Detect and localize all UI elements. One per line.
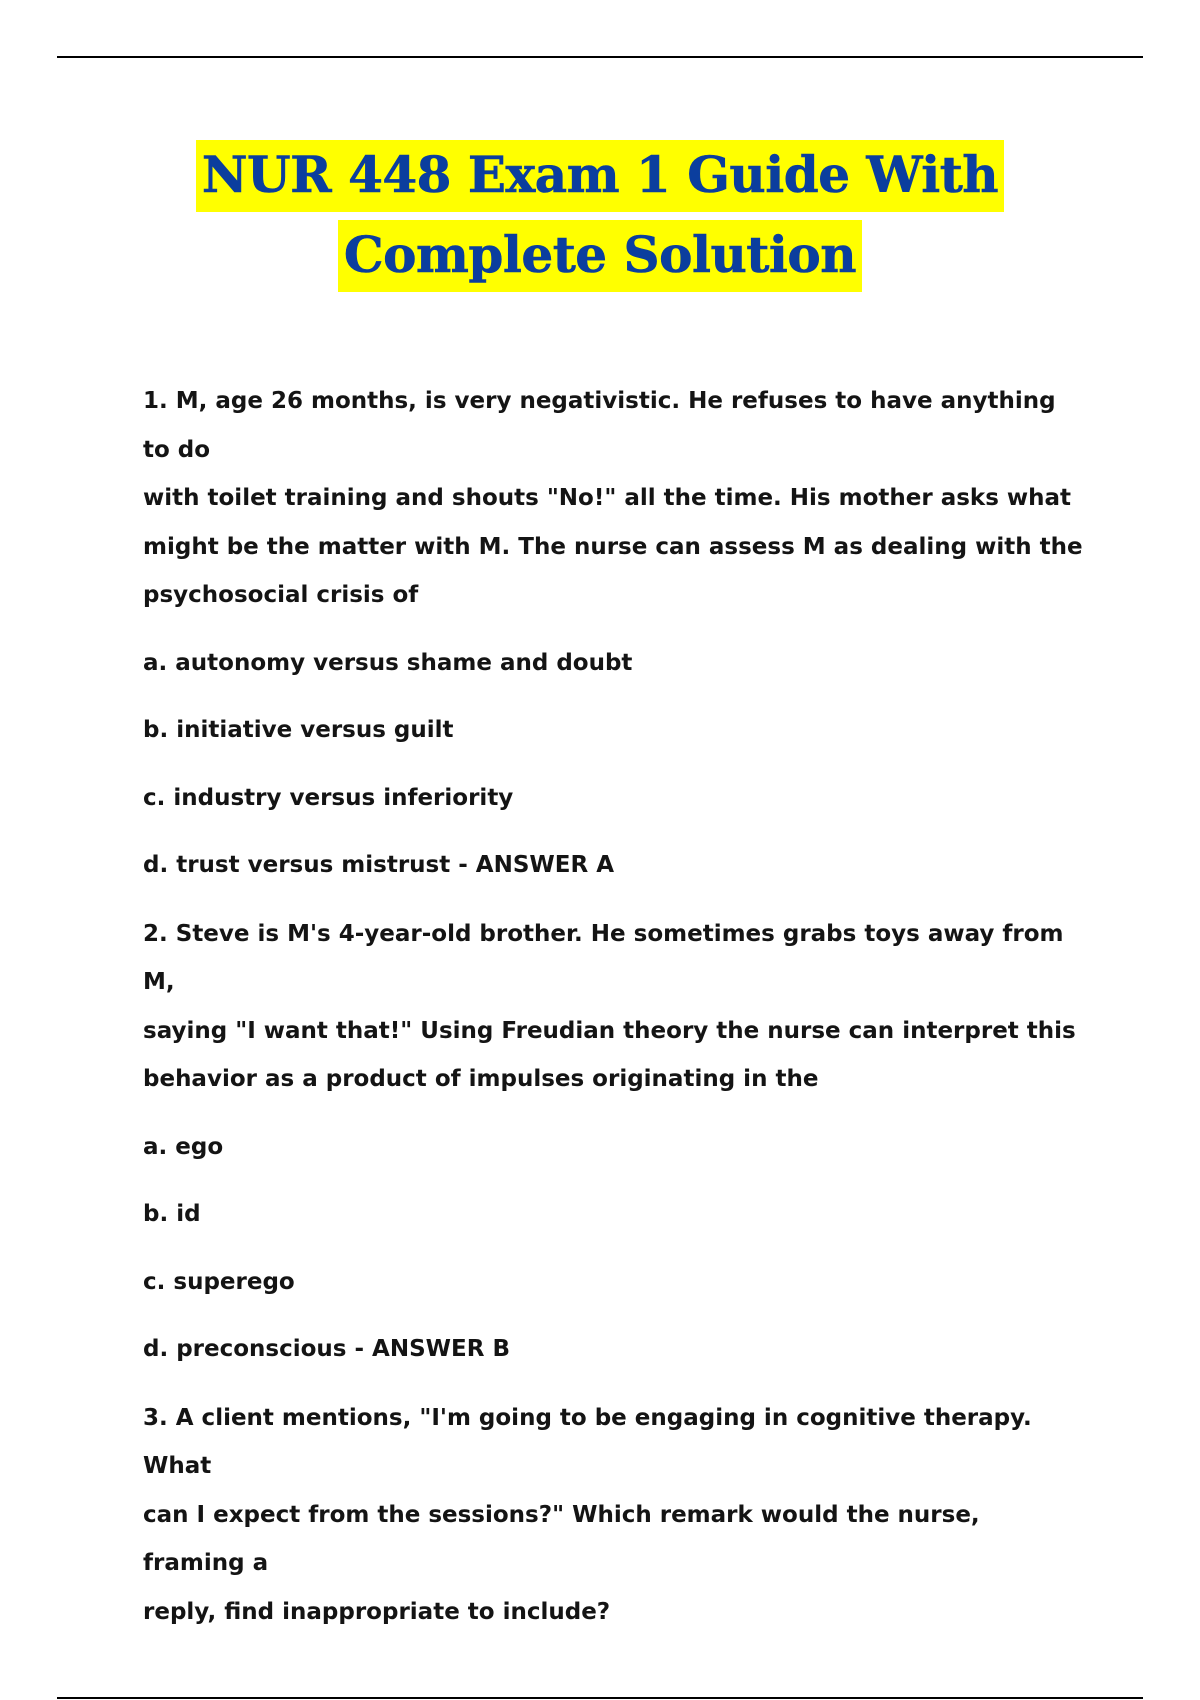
bottom-rule	[57, 1697, 1143, 1699]
question-2-option-b: b. id	[143, 1201, 201, 1227]
title-line-1: NUR 448 Exam 1 Guide With	[196, 140, 1004, 212]
question-1-line-4: psychosocial crisis of	[143, 582, 419, 608]
question-2-line-2: saying "I want that!" Using Freudian theory the nurse can interpret this	[143, 1017, 1076, 1044]
document-body	[143, 377, 1083, 1636]
question-3-line-1: 3. A client mentions, "I'm going to be engaging in cognitive therapy. What	[143, 1404, 1032, 1479]
title-line-2: Complete Solution	[338, 220, 862, 292]
question-1-line-1: 1. M, age 26 months, is very negativistic. He refuses to have anything to do	[143, 388, 1056, 463]
question-2-option-c: c. superego	[143, 1268, 295, 1295]
question-1-option-c: c. industry versus inferiority	[143, 784, 514, 811]
question-1	[143, 377, 1083, 890]
question-2-option-a: a. ego	[143, 1133, 224, 1160]
question-2-line-1: 2. Steve is M's 4-year-old brother. He sometimes grabs toys away from M,	[143, 920, 1064, 995]
question-2-line-3: behavior as a product of impulses originating in the	[143, 1066, 819, 1092]
question-2-option-d: d. preconscious - ANSWER B	[143, 1336, 511, 1362]
question-1-option-a: a. autonomy versus shame and doubt	[143, 649, 633, 676]
question-1-option-b: b. initiative versus guilt	[143, 717, 454, 743]
question-3-line-3: reply, find inappropriate to include?	[143, 1598, 611, 1625]
document-title	[0, 140, 1200, 292]
question-1-line-3: might be the matter with M. The nurse can assess M as dealing with the	[143, 533, 1083, 560]
question-3	[143, 1394, 1083, 1637]
question-3-line-2: can I expect from the sessions?" Which remark would the nurse, framing a	[143, 1501, 980, 1576]
question-2	[143, 910, 1083, 1374]
question-1-option-d: d. trust versus mistrust - ANSWER A	[143, 852, 615, 878]
top-rule	[57, 56, 1143, 58]
question-1-line-2: with toilet training and shouts "No!" all the time. His mother asks what	[143, 485, 1072, 511]
